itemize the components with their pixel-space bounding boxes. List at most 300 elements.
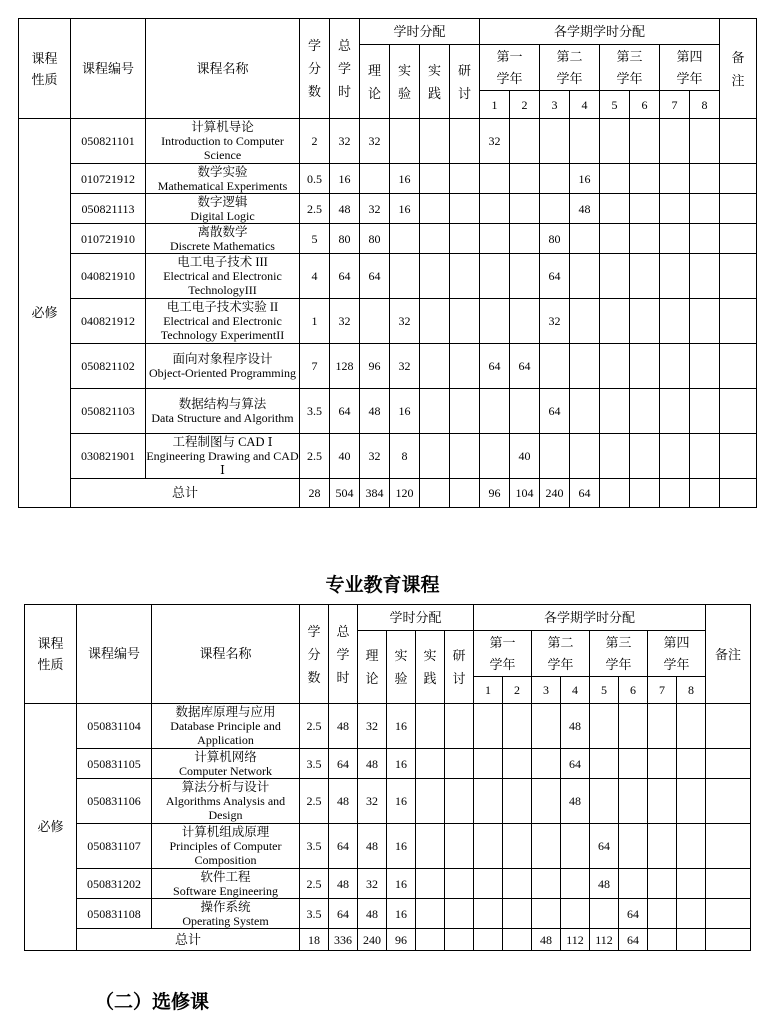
header-semester-6: 6 xyxy=(630,91,660,119)
semester-hours: 48 xyxy=(590,869,619,899)
total-total: 504 xyxy=(330,479,360,508)
semester-hours xyxy=(590,779,619,824)
value-theory: 80 xyxy=(360,224,390,254)
header-total-hours-label: 总学时 xyxy=(336,623,350,685)
course-name-cell xyxy=(146,119,300,164)
semester-hours xyxy=(480,194,510,224)
value-theory: 32 xyxy=(360,119,390,164)
value-total: 32 xyxy=(330,299,360,344)
remarks-cell xyxy=(706,749,751,779)
value-sem xyxy=(450,389,480,434)
header-total-hours xyxy=(330,19,360,119)
total-row xyxy=(19,479,757,508)
value-prac xyxy=(420,254,450,299)
course-name-en: Electrical and Electronic Technology ExperimentII xyxy=(160,314,285,342)
semester-hours xyxy=(532,869,561,899)
remarks-cell xyxy=(720,194,757,224)
value-exp: 32 xyxy=(390,299,420,344)
semester-hours xyxy=(690,434,720,479)
semester-hours xyxy=(677,749,706,779)
value-exp: 16 xyxy=(390,389,420,434)
header-practice-label: 实践 xyxy=(427,62,441,101)
header-seminar-label: 研讨 xyxy=(452,648,466,686)
value-total: 48 xyxy=(329,869,358,899)
value-sem xyxy=(445,899,474,929)
semester-hours xyxy=(619,704,648,749)
header-semester-allocation: 各学期学时分配 xyxy=(474,605,706,631)
value-theory: 96 xyxy=(360,344,390,389)
total-row xyxy=(25,929,751,951)
semester-hours xyxy=(540,434,570,479)
remarks-cell xyxy=(706,929,751,951)
remarks-cell xyxy=(720,164,757,194)
table-row xyxy=(25,824,751,869)
header-practice-label: 实践 xyxy=(423,648,437,686)
semester-hours xyxy=(510,389,540,434)
course-name-zh: 软件工程 xyxy=(200,869,251,884)
header-hour-allocation: 学时分配 xyxy=(360,19,480,45)
header-credits xyxy=(300,605,329,704)
semester-hours xyxy=(590,899,619,929)
value-credits: 2.5 xyxy=(300,194,330,224)
course-name-zh: 数据结构与算法 xyxy=(178,397,267,411)
semester-hours xyxy=(630,344,660,389)
semester-hours xyxy=(600,119,630,164)
semester-hours xyxy=(590,749,619,779)
semester-hours xyxy=(570,119,600,164)
semester-hours xyxy=(630,254,660,299)
semester-hours xyxy=(660,299,690,344)
header-credits-label: 学分数 xyxy=(307,38,321,99)
professional-courses-table xyxy=(24,604,751,951)
course-name-zh: 数字逻辑 xyxy=(197,194,248,209)
header-course-type-label: 课程性质 xyxy=(31,50,58,87)
header-credits-label: 学分数 xyxy=(307,623,321,685)
total-semester-hours xyxy=(630,479,660,508)
semester-hours xyxy=(570,254,600,299)
total-semester-hours xyxy=(660,479,690,508)
value-theory: 32 xyxy=(360,434,390,479)
course-name-en: Mathematical Experiments xyxy=(157,178,288,193)
semester-hours: 80 xyxy=(540,224,570,254)
value-total: 48 xyxy=(329,779,358,824)
table-row xyxy=(19,344,757,389)
table-row xyxy=(25,869,751,899)
header-remarks xyxy=(706,605,751,704)
course-code-cell: 030821901 xyxy=(71,434,146,479)
total-semester-hours xyxy=(677,929,706,951)
semester-hours xyxy=(561,899,590,929)
course-name-zh: 面向对象程序设计 xyxy=(172,352,273,366)
header-year-4 xyxy=(660,45,720,91)
course-name-cell xyxy=(146,194,300,224)
section-heading-electives: （二）选修课 xyxy=(95,991,210,1013)
course-name-cell xyxy=(152,779,300,824)
course-type-cell: 必修 xyxy=(19,119,71,508)
value-exp: 16 xyxy=(387,779,416,824)
semester-hours: 48 xyxy=(570,194,600,224)
header-row xyxy=(25,605,751,631)
course-code-cell: 050821101 xyxy=(71,119,146,164)
course-name-cell xyxy=(146,164,300,194)
value-exp: 16 xyxy=(387,749,416,779)
remarks-cell xyxy=(720,224,757,254)
total-prac xyxy=(416,929,445,951)
value-credits: 3.5 xyxy=(300,899,329,929)
course-name-zh: 算法分析与设计 xyxy=(181,780,270,794)
course-name-zh: 数学实验 xyxy=(197,164,248,179)
header-semester-7: 7 xyxy=(660,91,690,119)
semester-hours xyxy=(600,344,630,389)
value-total: 64 xyxy=(330,389,360,434)
value-credits: 4 xyxy=(300,254,330,299)
course-name-zh: 计算机导论 xyxy=(191,120,254,134)
total-credits: 28 xyxy=(300,479,330,508)
value-theory: 48 xyxy=(358,824,387,869)
value-theory: 32 xyxy=(360,194,390,224)
total-label: 总计 xyxy=(71,479,300,508)
table-row xyxy=(19,119,757,164)
header-theory xyxy=(360,45,390,119)
semester-hours xyxy=(690,344,720,389)
total-label: 总计 xyxy=(77,929,300,951)
semester-hours xyxy=(660,194,690,224)
header-semester-4: 4 xyxy=(561,677,590,704)
semester-hours: 64 xyxy=(540,254,570,299)
value-total: 64 xyxy=(329,749,358,779)
value-prac xyxy=(420,434,450,479)
remarks-cell xyxy=(720,344,757,389)
header-theory xyxy=(358,631,387,704)
header-experiment xyxy=(387,631,416,704)
value-theory: 32 xyxy=(358,869,387,899)
table-row xyxy=(25,899,751,929)
total-semester-hours: 64 xyxy=(619,929,648,951)
semester-hours xyxy=(532,749,561,779)
value-total: 40 xyxy=(330,434,360,479)
course-name-en: Digital Logic xyxy=(190,208,255,223)
semester-hours xyxy=(510,254,540,299)
total-prac xyxy=(420,479,450,508)
course-code-cell: 050831108 xyxy=(77,899,152,929)
total-semester-hours: 64 xyxy=(570,479,600,508)
course-name-zh: 计算机网络 xyxy=(194,749,257,764)
course-code-cell: 050831106 xyxy=(77,779,152,824)
course-code-cell: 050821103 xyxy=(71,389,146,434)
course-name-cell xyxy=(146,299,300,344)
header-year-label: 第四学年 xyxy=(676,48,703,86)
course-name-cell xyxy=(152,824,300,869)
semester-hours xyxy=(677,899,706,929)
semester-hours xyxy=(648,704,677,749)
value-theory xyxy=(360,164,390,194)
header-year-2 xyxy=(532,631,590,677)
total-credits: 18 xyxy=(300,929,329,951)
semester-hours xyxy=(690,254,720,299)
semester-hours xyxy=(600,254,630,299)
course-name-en: Principles of Computer Composition xyxy=(169,839,282,867)
value-theory: 64 xyxy=(360,254,390,299)
header-year-3 xyxy=(590,631,648,677)
semester-hours: 64 xyxy=(480,344,510,389)
semester-hours xyxy=(600,434,630,479)
total-semester-hours: 96 xyxy=(480,479,510,508)
course-name-en: Engineering Drawing and CAD Ⅰ xyxy=(146,449,299,477)
semester-hours xyxy=(570,344,600,389)
semester-hours xyxy=(677,779,706,824)
header-course-type xyxy=(25,605,77,704)
value-exp: 16 xyxy=(390,164,420,194)
total-semester-hours xyxy=(474,929,503,951)
header-total-hours xyxy=(329,605,358,704)
semester-hours xyxy=(503,824,532,869)
value-sem xyxy=(450,119,480,164)
semester-hours xyxy=(660,254,690,299)
value-total: 128 xyxy=(330,344,360,389)
course-code-cell: 040821910 xyxy=(71,254,146,299)
semester-hours xyxy=(630,119,660,164)
course-name-cell xyxy=(152,869,300,899)
header-semester-7: 7 xyxy=(648,677,677,704)
semester-hours xyxy=(503,749,532,779)
course-name-zh: 操作系统 xyxy=(200,899,251,914)
value-prac xyxy=(416,779,445,824)
course-name-cell xyxy=(152,899,300,929)
semester-hours xyxy=(690,224,720,254)
semester-hours xyxy=(510,164,540,194)
header-semester-4: 4 xyxy=(570,91,600,119)
course-code-cell: 050831105 xyxy=(77,749,152,779)
value-sem xyxy=(450,299,480,344)
semester-hours xyxy=(540,344,570,389)
header-seminar xyxy=(445,631,474,704)
value-total: 80 xyxy=(330,224,360,254)
course-name-en: Computer Network xyxy=(179,763,272,778)
semester-hours xyxy=(503,779,532,824)
value-credits: 7 xyxy=(300,344,330,389)
header-year-label: 第二学年 xyxy=(556,48,583,86)
remarks-cell xyxy=(720,254,757,299)
semester-hours xyxy=(600,194,630,224)
semester-hours: 64 xyxy=(510,344,540,389)
course-name-cell xyxy=(146,389,300,434)
remarks-cell xyxy=(706,824,751,869)
course-name-en: Introduction to Computer Science xyxy=(161,134,284,162)
total-sem xyxy=(450,479,480,508)
semester-hours xyxy=(648,749,677,779)
remarks-cell xyxy=(706,869,751,899)
value-exp xyxy=(390,254,420,299)
semester-hours: 64 xyxy=(561,749,590,779)
table-row xyxy=(25,779,751,824)
value-prac xyxy=(416,749,445,779)
table-row xyxy=(25,749,751,779)
value-credits: 0.5 xyxy=(300,164,330,194)
header-semester-1: 1 xyxy=(474,677,503,704)
semester-hours xyxy=(660,164,690,194)
value-credits: 3.5 xyxy=(300,824,329,869)
value-prac xyxy=(420,224,450,254)
semester-hours xyxy=(619,824,648,869)
remarks-cell xyxy=(720,434,757,479)
semester-hours xyxy=(510,194,540,224)
total-sem xyxy=(445,929,474,951)
semester-hours xyxy=(648,869,677,899)
course-name-zh: 电工电子技术 III xyxy=(177,255,268,269)
course-code-cell: 050821113 xyxy=(71,194,146,224)
semester-hours xyxy=(540,119,570,164)
course-name-en: Electrical and Electronic TechnologyIII xyxy=(163,269,282,297)
value-credits: 3.5 xyxy=(300,389,330,434)
course-name-cell xyxy=(152,704,300,749)
header-experiment xyxy=(390,45,420,119)
semester-hours xyxy=(474,749,503,779)
semester-hours xyxy=(480,299,510,344)
semester-hours xyxy=(480,389,510,434)
value-credits: 1 xyxy=(300,299,330,344)
value-sem xyxy=(445,824,474,869)
semester-hours xyxy=(660,224,690,254)
header-practice xyxy=(416,631,445,704)
value-sem xyxy=(450,434,480,479)
value-prac xyxy=(420,344,450,389)
remarks-cell xyxy=(720,389,757,434)
header-year-label: 第一学年 xyxy=(496,48,523,86)
table-row xyxy=(19,434,757,479)
header-total-hours-label: 总学时 xyxy=(337,38,351,99)
semester-hours xyxy=(532,704,561,749)
remarks-cell xyxy=(720,119,757,164)
semester-hours xyxy=(474,779,503,824)
header-semester-3: 3 xyxy=(540,91,570,119)
value-exp: 8 xyxy=(390,434,420,479)
header-semester-2: 2 xyxy=(503,677,532,704)
table-row xyxy=(19,254,757,299)
value-sem xyxy=(450,164,480,194)
semester-hours xyxy=(570,434,600,479)
semester-hours xyxy=(648,899,677,929)
header-theory-label: 理论 xyxy=(367,62,381,101)
semester-hours xyxy=(503,869,532,899)
semester-hours xyxy=(619,869,648,899)
value-credits: 3.5 xyxy=(300,749,329,779)
header-year-3 xyxy=(600,45,660,91)
semester-hours xyxy=(590,704,619,749)
value-exp xyxy=(390,224,420,254)
semester-hours xyxy=(480,254,510,299)
semester-hours xyxy=(480,164,510,194)
semester-hours xyxy=(532,899,561,929)
total-exp: 120 xyxy=(390,479,420,508)
course-name-cell xyxy=(152,749,300,779)
value-theory: 32 xyxy=(358,704,387,749)
semester-hours xyxy=(503,899,532,929)
value-total: 64 xyxy=(330,254,360,299)
header-year-4 xyxy=(648,631,706,677)
value-total: 64 xyxy=(329,899,358,929)
value-prac xyxy=(420,299,450,344)
semester-hours xyxy=(619,749,648,779)
total-exp: 96 xyxy=(387,929,416,951)
course-name-zh: 电工电子技术实验 II xyxy=(166,300,279,314)
total-semester-hours: 112 xyxy=(561,929,590,951)
semester-hours xyxy=(660,119,690,164)
semester-hours xyxy=(600,389,630,434)
semester-hours xyxy=(660,434,690,479)
header-seminar-label: 研讨 xyxy=(457,62,471,101)
header-remarks-label: 备注 xyxy=(715,646,742,662)
value-prac xyxy=(416,869,445,899)
semester-hours xyxy=(510,224,540,254)
course-name-en: Algorithms Analysis and Design xyxy=(165,794,286,822)
header-remarks-label: 备注 xyxy=(731,49,745,88)
semester-hours xyxy=(690,164,720,194)
course-code-cell: 040821912 xyxy=(71,299,146,344)
value-credits: 2.5 xyxy=(300,704,329,749)
course-name-cell xyxy=(146,224,300,254)
semester-hours xyxy=(690,119,720,164)
value-exp: 16 xyxy=(387,824,416,869)
value-total: 64 xyxy=(329,824,358,869)
remarks-cell xyxy=(706,779,751,824)
value-theory: 48 xyxy=(358,899,387,929)
total-theory: 384 xyxy=(360,479,390,508)
semester-hours xyxy=(474,869,503,899)
semester-hours xyxy=(630,389,660,434)
value-sem xyxy=(445,869,474,899)
total-total: 336 xyxy=(329,929,358,951)
semester-hours: 16 xyxy=(570,164,600,194)
course-name-zh: 离散数学 xyxy=(197,224,248,239)
value-credits: 2.5 xyxy=(300,434,330,479)
semester-hours xyxy=(690,194,720,224)
course-name-zh: 数据库原理与应用 xyxy=(175,705,276,719)
header-year-2 xyxy=(540,45,600,91)
value-prac xyxy=(420,194,450,224)
semester-hours xyxy=(570,299,600,344)
table-row xyxy=(19,389,757,434)
value-exp: 16 xyxy=(387,899,416,929)
semester-hours xyxy=(677,869,706,899)
value-total: 32 xyxy=(330,119,360,164)
value-prac xyxy=(420,389,450,434)
header-course-name: 课程名称 xyxy=(152,605,300,704)
total-semester-hours: 104 xyxy=(510,479,540,508)
total-semester-hours xyxy=(648,929,677,951)
semester-hours xyxy=(540,194,570,224)
course-name-en: Database Principle and Application xyxy=(170,719,281,747)
remarks-cell xyxy=(720,479,757,508)
header-semester-8: 8 xyxy=(690,91,720,119)
header-hour-allocation: 学时分配 xyxy=(358,605,474,631)
value-sem xyxy=(450,254,480,299)
course-name-en: Data Structure and Algorithm xyxy=(151,411,294,425)
header-practice xyxy=(420,45,450,119)
total-semester-hours: 48 xyxy=(532,929,561,951)
remarks-cell xyxy=(706,704,751,749)
header-remarks xyxy=(720,19,757,119)
course-type-cell: 必修 xyxy=(25,704,77,951)
header-row xyxy=(19,19,757,45)
course-name-en: Operating System xyxy=(182,913,269,928)
semester-hours xyxy=(648,779,677,824)
header-year-1 xyxy=(474,631,532,677)
header-semester-3: 3 xyxy=(532,677,561,704)
semester-hours xyxy=(690,389,720,434)
total-theory: 240 xyxy=(358,929,387,951)
table-row xyxy=(19,164,757,194)
value-theory xyxy=(360,299,390,344)
